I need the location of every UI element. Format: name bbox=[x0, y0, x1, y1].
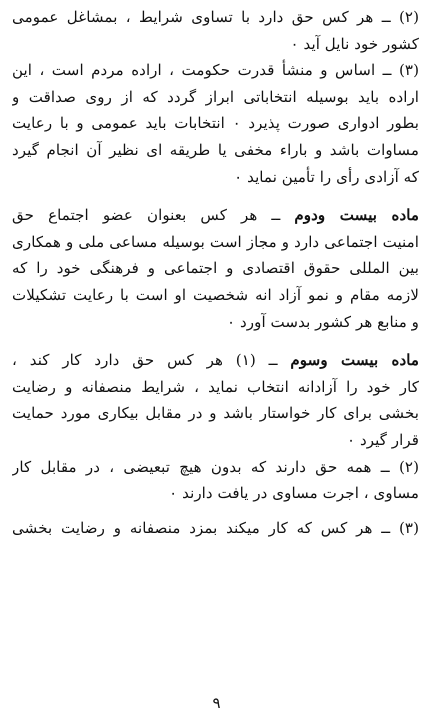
article-23-clause-2 bbox=[12, 454, 419, 507]
text-line: که آزادی رأی را تأمین نماید ۰ bbox=[234, 167, 419, 186]
text-line: امنیت اجتماعی دارد و مجاز است بوسیله مساعی ملی و همکاری bbox=[12, 232, 419, 251]
text-line: ــ هر کس بعنوان عضو اجتماع حق bbox=[12, 206, 295, 225]
text-line: ــ (۱) هر کس حق دارد کار کند ، bbox=[12, 351, 291, 370]
text-line: مساوات باشد و باراء مخفی یا طریقه ای نظیر آن انجام گیرد bbox=[12, 140, 419, 159]
text-line: (۲) ــ همه حق دارند که بدون هیچ تبعیضی ، در مقابل کار bbox=[12, 457, 419, 476]
article-23-clause-1 bbox=[12, 347, 419, 453]
article-22 bbox=[12, 202, 419, 335]
article-22-heading-line bbox=[12, 202, 419, 229]
text-line: (۳) ــ هر کس که کار میکند بمزد منصفانه و رضایت بخشی bbox=[12, 518, 419, 537]
text-line: کار خود را آزادانه انتخاب نماید ، شرایط منصفانه و رضایت bbox=[12, 377, 419, 396]
article-23-heading-line bbox=[12, 347, 419, 374]
article-23-clause-3 bbox=[12, 515, 419, 542]
paragraph-article-21-clause-3 bbox=[12, 57, 419, 190]
paragraph-gap bbox=[12, 190, 419, 202]
paragraph-article-21-clause-2 bbox=[12, 4, 419, 57]
text-line: مساوی ، اجرت مساوی در یافت دارند ۰ bbox=[169, 484, 419, 503]
article-title: ماده بیست وسوم bbox=[290, 351, 419, 370]
text-line: بین المللی حقوق اقتصادی و اجتماعی و فرهنگی خود را که bbox=[12, 259, 419, 278]
text-line: کشور خود نایل آید ۰ bbox=[290, 34, 419, 53]
text-line: (۳) ــ اساس و منشأ قدرت حکومت ، اراده مردم است ، این bbox=[12, 61, 419, 80]
article-title: ماده بیست ودوم bbox=[294, 206, 419, 225]
text-line: بخشی برای کار خواستار باشد و در مقابل بیکاری مورد حمایت bbox=[12, 404, 419, 423]
text-line: اراده باید بوسیله انتخاباتی ابراز گردد که از روی صداقت و bbox=[12, 87, 419, 106]
text-line: و منابع هر کشور بدست آورد ۰ bbox=[227, 312, 419, 331]
text-line: بطور ادواری صورت پذیرد ۰ انتخابات باید عمومی و با رعایت bbox=[12, 114, 419, 133]
text-line: (۲) ــ هر کس حق دارد با تساوی شرایط ، بمشاغل عمومی bbox=[12, 8, 419, 26]
text-line: قرار گیرد ۰ bbox=[347, 430, 419, 449]
page-number: ۹ bbox=[212, 694, 221, 712]
text-line: لازمه مقام و نمو آزاد انه شخصیت او است با رعایت تشکیلات bbox=[12, 285, 419, 304]
paragraph-gap bbox=[12, 335, 419, 347]
paragraph-gap bbox=[12, 507, 419, 515]
